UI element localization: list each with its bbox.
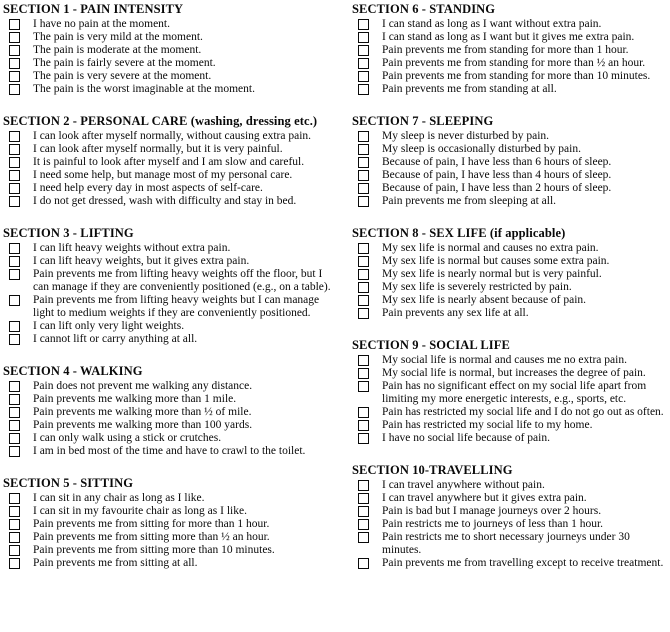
questionnaire-option (352, 268, 668, 281)
questionnaire-option (3, 255, 336, 268)
checkbox[interactable] (9, 381, 20, 392)
option-label: Pain prevents me from sitting for more than 1 hour. (33, 518, 270, 530)
questionnaire-option (352, 479, 668, 492)
checkbox[interactable] (358, 368, 369, 379)
section-title: SECTION 1 - PAIN INTENSITY (3, 2, 184, 16)
checkbox[interactable] (358, 32, 369, 43)
option-label: It is painful to look after myself and I am slow and careful. (33, 156, 305, 168)
questionnaire-option (3, 380, 336, 393)
section-section-7-sleeping (352, 114, 668, 208)
option-label: Pain is bad but I manage journeys over 2 hours. (382, 505, 602, 517)
checkbox[interactable] (9, 532, 20, 543)
section-section-6-standing (352, 2, 668, 96)
checkbox[interactable] (358, 532, 369, 543)
questionnaire-option (3, 83, 336, 96)
checkbox[interactable] (358, 295, 369, 306)
option-label: Pain prevents me from lifting heavy weights off the floor, but I can manage if they are conveniently positioned (e.g., on a table). (33, 268, 331, 293)
option-label: My social life is normal and causes me no extra pain. (382, 354, 627, 366)
checkbox[interactable] (9, 558, 20, 569)
section-title: SECTION 8 - SEX LIFE (if applicable) (352, 226, 566, 240)
questionnaire-option (352, 419, 668, 432)
questionnaire-option (352, 380, 668, 406)
checkbox[interactable] (9, 196, 20, 207)
option-label: I can sit in any chair as long as I like. (33, 492, 205, 504)
option-label: The pain is moderate at the moment. (33, 44, 202, 56)
checkbox[interactable] (9, 157, 20, 168)
option-label: Pain prevents me from sleeping at all. (382, 195, 557, 207)
checkbox[interactable] (358, 71, 369, 82)
questionnaire-option (352, 281, 668, 294)
questionnaire-option (3, 57, 336, 70)
questionnaire-option (3, 44, 336, 57)
checkbox[interactable] (9, 407, 20, 418)
option-label: Pain prevents me walking more than 100 yards. (33, 419, 253, 431)
checkbox[interactable] (358, 420, 369, 431)
option-label: I can sit in my favourite chair as long as I like. (33, 505, 247, 517)
questionnaire-option (352, 44, 668, 57)
section-section-4-walking (3, 364, 336, 458)
questionnaire-option (352, 83, 668, 96)
checkbox[interactable] (358, 355, 369, 366)
option-label: Pain prevents me from sitting more than ½ an hour. (33, 531, 270, 543)
option-label: My sleep is never disturbed by pain. (382, 130, 550, 142)
questionnaire-option (3, 531, 336, 544)
questionnaire-option (3, 70, 336, 83)
questionnaire-option (3, 18, 336, 31)
questionnaire-option (352, 169, 668, 182)
questionnaire-option (3, 419, 336, 432)
checkbox[interactable] (9, 433, 20, 444)
questionnaire-option (3, 182, 336, 195)
questionnaire-option (352, 505, 668, 518)
option-label: I can lift heavy weights without extra pain. (33, 242, 231, 254)
option-label: Pain does not prevent me walking any distance. (33, 380, 253, 392)
option-label: The pain is fairly severe at the moment. (33, 57, 216, 69)
questionnaire-option (3, 169, 336, 182)
checkbox[interactable] (358, 45, 369, 56)
section-title: SECTION 7 - SLEEPING (352, 114, 494, 128)
questionnaire-option (3, 557, 336, 570)
questionnaire-option (3, 130, 336, 143)
questionnaire-option (352, 531, 668, 557)
checkbox[interactable] (9, 45, 20, 56)
option-label: Pain prevents me from standing for more than ½ an hour. (382, 57, 646, 69)
option-label: Pain prevents me from sitting more than 10 minutes. (33, 544, 275, 556)
option-label: The pain is the worst imaginable at the moment. (33, 83, 255, 95)
questionnaire-option (3, 242, 336, 255)
option-label: I can look after myself normally, but it is very painful. (33, 143, 283, 155)
checkbox[interactable] (358, 196, 369, 207)
section-section-1-pain-intensity (3, 2, 336, 96)
questionnaire-option (3, 156, 336, 169)
option-label: Pain prevents me from standing at all. (382, 83, 557, 95)
questionnaire-option (352, 367, 668, 380)
option-label: I need help every day in most aspects of self-care. (33, 182, 263, 194)
section-title: SECTION 10-TRAVELLING (352, 463, 513, 477)
questionnaire-option (3, 195, 336, 208)
section-section-8-sex-life-if-applicable (352, 226, 668, 320)
option-label: I can lift heavy weights, but it gives extra pain. (33, 255, 250, 267)
questionnaire-option (352, 156, 668, 169)
questionnaire-option (352, 130, 668, 143)
option-label: Pain has restricted my social life to my home. (382, 419, 593, 431)
option-label: The pain is very severe at the moment. (33, 70, 212, 82)
questionnaire-option (352, 18, 668, 31)
checkbox[interactable] (358, 144, 369, 155)
checkbox[interactable] (358, 256, 369, 267)
section-title: SECTION 5 - SITTING (3, 476, 134, 490)
checkbox[interactable] (9, 394, 20, 405)
checkbox[interactable] (9, 321, 20, 332)
checkbox[interactable] (9, 506, 20, 517)
questionnaire-option (3, 143, 336, 156)
option-label: My sex life is nearly absent because of pain. (382, 294, 587, 306)
column-left (3, 2, 336, 570)
option-label: I need some help, but manage most of my personal care. (33, 169, 293, 181)
option-label: Pain has no significant effect on my social life apart from limiting my more energetic interests, e.g., sports, etc. (382, 380, 647, 405)
checkbox[interactable] (358, 58, 369, 69)
questionnaire-option (352, 255, 668, 268)
option-label: I cannot lift or carry anything at all. (33, 333, 198, 345)
checkbox[interactable] (358, 480, 369, 491)
checkbox[interactable] (358, 308, 369, 319)
checkbox[interactable] (9, 144, 20, 155)
questionnaire-option (3, 544, 336, 557)
checkbox[interactable] (358, 157, 369, 168)
option-label: Pain restricts me to short necessary journeys under 30 minutes. (382, 531, 630, 556)
questionnaire-option (352, 406, 668, 419)
checkbox[interactable] (9, 256, 20, 267)
option-label: Pain restricts me to journeys of less than 1 hour. (382, 518, 604, 530)
option-label: Pain prevents me from lifting heavy weights but I can manage light to medium weights if they are conveniently positioned. (33, 294, 320, 319)
option-label: I have no social life because of pain. (382, 432, 550, 444)
checkbox[interactable] (358, 84, 369, 95)
option-label: I have no pain at the moment. (33, 18, 171, 30)
checkbox[interactable] (9, 420, 20, 431)
questionnaire-option (352, 182, 668, 195)
option-label: Pain prevents me from standing for more than 1 hour. (382, 44, 629, 56)
option-label: Because of pain, I have less than 4 hours of sleep. (382, 169, 612, 181)
checkbox[interactable] (9, 32, 20, 43)
questionnaire-option (352, 354, 668, 367)
questionnaire-option (3, 432, 336, 445)
option-label: Pain prevents me from standing for more than 10 minutes. (382, 70, 651, 82)
option-label: I can travel anywhere without pain. (382, 479, 545, 491)
option-label: My sex life is nearly normal but is very painful. (382, 268, 602, 280)
option-label: I can only walk using a stick or crutches. (33, 432, 222, 444)
option-label: Pain prevents me from travelling except to receive treatment. (382, 557, 664, 569)
checkbox[interactable] (9, 183, 20, 194)
option-label: I can lift only very light weights. (33, 320, 185, 332)
option-label: I do not get dressed, wash with difficulty and stay in bed. (33, 195, 297, 207)
questionnaire-option (3, 268, 336, 294)
checkbox[interactable] (358, 407, 369, 418)
questionnaire-option (3, 393, 336, 406)
questionnaire-option (352, 432, 668, 445)
option-label: My social life is normal, but increases the degree of pain. (382, 367, 646, 379)
questionnaire-option (3, 406, 336, 419)
section-title: SECTION 4 - WALKING (3, 364, 143, 378)
checkbox[interactable] (9, 269, 20, 280)
questionnaire-option (352, 242, 668, 255)
option-label: I am in bed most of the time and have to crawl to the toilet. (33, 445, 306, 457)
checkbox[interactable] (358, 243, 369, 254)
option-label: I can stand as long as I want but it gives me extra pain. (382, 31, 635, 43)
questionnaire-option (3, 333, 336, 346)
option-label: Because of pain, I have less than 6 hours of sleep. (382, 156, 612, 168)
column-right (352, 2, 668, 570)
questionnaire-option (3, 445, 336, 458)
questionnaire-option (352, 557, 668, 570)
section-title: SECTION 9 - SOCIAL LIFE (352, 338, 510, 352)
questionnaire-option (352, 57, 668, 70)
checkbox[interactable] (358, 131, 369, 142)
questionnaire-option (352, 143, 668, 156)
checkbox[interactable] (358, 433, 369, 444)
option-label: Pain prevents any sex life at all. (382, 307, 529, 319)
section-title: SECTION 6 - STANDING (352, 2, 496, 16)
checkbox[interactable] (9, 446, 20, 457)
checkbox[interactable] (358, 381, 369, 392)
checkbox[interactable] (9, 170, 20, 181)
option-label: My sex life is normal and causes no extra pain. (382, 242, 599, 254)
option-label: I can look after myself normally, without causing extra pain. (33, 130, 312, 142)
option-label: I can stand as long as I want without extra pain. (382, 18, 602, 30)
checkbox[interactable] (9, 493, 20, 504)
checkbox[interactable] (358, 183, 369, 194)
option-label: Pain prevents me walking more than 1 mile. (33, 393, 237, 405)
checkbox[interactable] (9, 545, 20, 556)
checkbox[interactable] (358, 519, 369, 530)
questionnaire-option (3, 518, 336, 531)
checkbox[interactable] (9, 295, 20, 306)
option-label: Pain has restricted my social life and I do not go out as often. (382, 406, 664, 418)
questionnaire-option (3, 31, 336, 44)
questionnaire-option (352, 294, 668, 307)
option-label: Pain prevents me from sitting at all. (33, 557, 198, 569)
section-section-3-lifting (3, 226, 336, 346)
questionnaire-option (352, 70, 668, 83)
section-section-2-personal-care-washing-dressing-etc (3, 114, 336, 208)
questionnaire-option (352, 492, 668, 505)
checkbox[interactable] (358, 170, 369, 181)
checkbox[interactable] (358, 19, 369, 30)
checkbox[interactable] (9, 58, 20, 69)
checkbox[interactable] (9, 131, 20, 142)
questionnaire-option (352, 195, 668, 208)
option-label: The pain is very mild at the moment. (33, 31, 203, 43)
checkbox[interactable] (9, 71, 20, 82)
option-label: I can travel anywhere but it gives extra pain. (382, 492, 587, 504)
option-label: Pain prevents me walking more than ½ of mile. (33, 406, 252, 418)
checkbox[interactable] (358, 493, 369, 504)
checkbox[interactable] (358, 269, 369, 280)
section-section-10-travelling (352, 463, 668, 570)
checkbox[interactable] (358, 558, 369, 569)
checkbox[interactable] (9, 334, 20, 345)
section-title: SECTION 2 - PERSONAL CARE (washing, dressing etc.) (3, 114, 318, 128)
checkbox[interactable] (358, 506, 369, 517)
checkbox[interactable] (9, 519, 20, 530)
checkbox[interactable] (9, 19, 20, 30)
section-section-5-sitting (3, 476, 336, 570)
questionnaire-option (3, 492, 336, 505)
option-label: Because of pain, I have less than 2 hours of sleep. (382, 182, 612, 194)
option-label: My sex life is severely restricted by pain. (382, 281, 572, 293)
questionnaire-option (352, 31, 668, 44)
option-label: My sex life is normal but causes some extra pain. (382, 255, 610, 267)
questionnaire-option (352, 518, 668, 531)
checkbox[interactable] (9, 84, 20, 95)
checkbox[interactable] (358, 282, 369, 293)
questionnaire-option (3, 505, 336, 518)
questionnaire-option (3, 294, 336, 320)
section-title: SECTION 3 - LIFTING (3, 226, 134, 240)
checkbox[interactable] (9, 243, 20, 254)
section-section-9-social-life (352, 338, 668, 445)
questionnaire-option (3, 320, 336, 333)
option-label: My sleep is occasionally disturbed by pain. (382, 143, 581, 155)
questionnaire-option (352, 307, 668, 320)
